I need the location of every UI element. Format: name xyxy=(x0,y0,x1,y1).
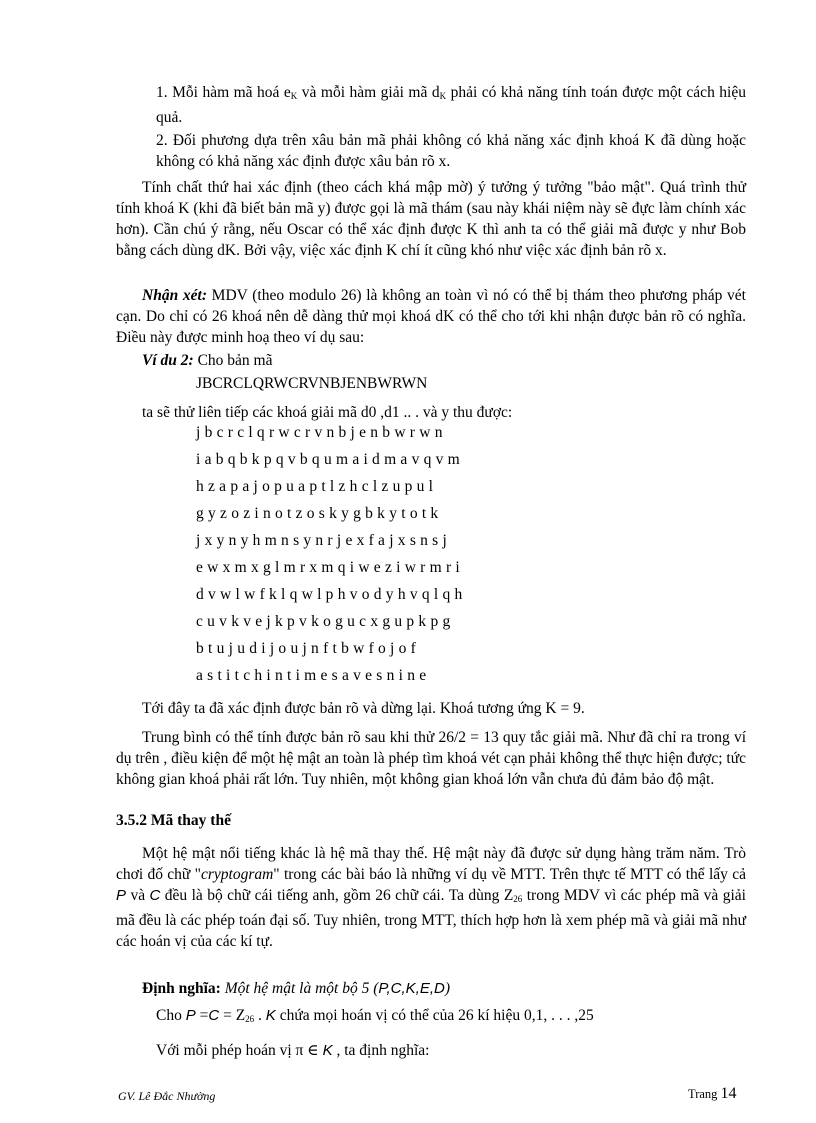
footer-page: Trang 14 xyxy=(688,1085,737,1102)
example-label-line: Ví du 2: Cho bản mã xyxy=(142,352,273,369)
decryption-result: Tới đây ta đã xác định được bản rõ và dừng lại. Khoá tương ứng K = 9. xyxy=(142,700,585,717)
decryption-row: b t u j u d i j o u j n f t b w f o j o f xyxy=(196,640,417,657)
decryption-row: a s t i t c h i n t i m e s a v e s n i n e xyxy=(196,667,427,684)
example-label: Ví du 2: xyxy=(142,352,194,369)
decryption-row: j x y n y h m n s y n r j e x f a j x s n s j xyxy=(196,532,447,549)
definition-label: Định nghĩa: xyxy=(142,980,221,997)
footer-author: GV. Lê Đắc Nhường xyxy=(118,1089,216,1103)
paragraph-substitution: Một hệ mật nổi tiếng khác là hệ mã thay thế. Hệ mật này đã được sử dụng hàng trăm năm. Trò chơi đố chữ "cryptogram" trong các bài báo là những ví dụ về MTT. Trên thực tế MTT có thể lấy cả P và C đều là bộ chữ cái tiếng anh, gồm 26 chữ cái. Ta dùng $Z_{26}$ trong MDV vì các phép mã và giải mã đều là các phép toán đại số. Tuy nhiên, trong MTT, thích hợp hơn là xem phép mã và giải mã như các hoán vị của các kí tự. xyxy=(116,845,746,950)
decryption-row: h z a p a j o p u a p t l z h c l z u p u l xyxy=(196,478,434,495)
decryption-row: i a b q b k p q v b q u m a i d m a v q v m xyxy=(196,451,460,468)
definition-let-line: Cho $P =C = Z_{26}$ . K chứa mọi hoán vị có thể của 26 kí hiệu 0,1, . . . ,25 xyxy=(156,1007,594,1024)
section-heading: 3.5.2 Mã thay thế xyxy=(116,812,231,829)
definition-for-line: Với mỗi phép hoán vị π ∈ K , ta định nghĩa: xyxy=(156,1042,430,1059)
paragraph-average: Trung bình có thể tính được bản rõ sau khi thử 26/2 = 13 quy tắc giải mã. Như đã chỉ ra trong ví dụ trên , điều kiện để một hệ mật an toàn là phép tìm khoá vét cạn phải không thể thực hiện được; tức không gian khoá phải rất lớn. Tuy nhiên, một không gian khoá lớn vẫn chưa đủ đảm bảo độ mật. xyxy=(116,729,746,788)
remark-label: Nhận xét: xyxy=(142,287,207,304)
page-number: 14 xyxy=(720,1085,737,1102)
decryption-row: c u v k v e j k p v k o g u c x g u p k p g xyxy=(196,613,451,630)
paragraph-property: Tính chất thứ hai xác định (theo cách khá mập mờ) ý tưởng ý tưởng "bảo mật". Quá trình thử tính khoá K (khi đã biết bản mã y) được gọi là mã thám (sau này khái niệm này sẽ đực làm chính xác hơn). Cần chú ý rằng, nếu Oscar có thể xác định được K thì anh ta có thể giải mã được y như Bob bằng cách dùng dK. Bởi vậy, việc xác định K chí ít cũng khó như việc xác định bản rõ x. xyxy=(116,179,746,259)
list-item-1: 1. Mỗi hàm mã hoá $e_K$ và mỗi hàm giải mã $d_K$ phải có khả năng tính toán được một cách hiệu quả. xyxy=(156,84,746,126)
decryption-row: g y z o z i n o t z o s k y g b k y t o t k xyxy=(196,505,439,522)
decryption-row: e w x m x g l m r x m q i w e z i w r m r i xyxy=(196,559,460,576)
definition-line: Định nghĩa: Một hệ mật là một bộ 5 (P,C,K,E,D) xyxy=(142,980,450,997)
paragraph-remark: Nhận xét: MDV (theo modulo 26) là không an toàn vì nó có thể bị thám theo phương pháp vét cạn. Do chỉ có 26 khoá nên dễ dàng thử mọi khoá dK có thể cho tới khi nhận được bản rõ có nghĩa. Điều này được minh hoạ theo ví dụ sau: xyxy=(116,287,746,346)
decryption-row: j b c r c l q r w c r v n b j e n b w r w n xyxy=(196,424,443,441)
ciphertext: JBCRCLQRWCRVNBJENBWRWN xyxy=(196,375,428,392)
list-item-2: 2. Đối phương dựa trên xâu bản mã phải không có khả năng xác định khoá K đã dùng hoặc không có khả năng xác định được xâu bản rõ x. xyxy=(156,132,746,170)
decryption-intro: ta sẽ thử liên tiếp các khoá giải mã d0 ,d1 .. . và y thu được: xyxy=(142,404,513,421)
decryption-row: d v w l w f k l q w l p h v o d y h v q l q h xyxy=(196,586,463,603)
